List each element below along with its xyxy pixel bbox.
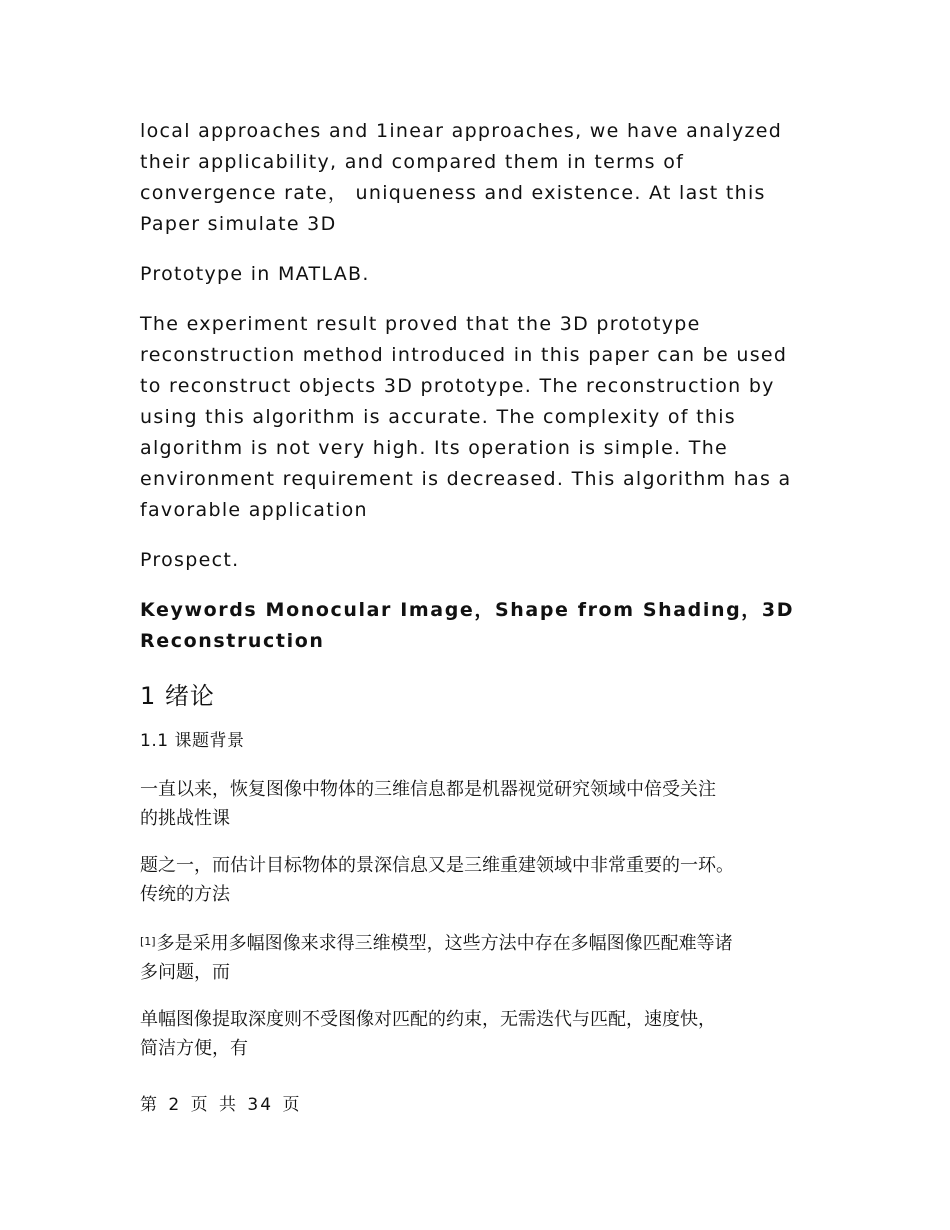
abstract-paragraph-2 (140, 259, 830, 290)
text-line: convergence rate， uniqueness and existence. At last this (140, 182, 766, 204)
keywords-line: Reconstruction (140, 630, 325, 652)
text-line (140, 927, 830, 958)
text-line: algorithm is not very high. Its operation is simple. The (140, 437, 729, 459)
text-line: using this algorithm is accurate. The complexity of this (140, 406, 737, 428)
abstract-paragraph-4 (140, 545, 830, 576)
document-page (140, 116, 830, 1081)
body-paragraph-3 (140, 927, 830, 987)
text-line: 简洁方便，有 (140, 1038, 248, 1059)
text-line: The experiment result proved that the 3D prototype (140, 313, 701, 335)
text-line: Paper simulate 3D (140, 213, 337, 235)
text-line-content: 多是采用多幅图像来求得三维模型，这些方法中存在多幅图像匹配难等诸 (156, 933, 733, 954)
text-line: environment requirement is decreased. This algorithm has a (140, 468, 792, 490)
text-line: their applicability, and compared them in terms of (140, 151, 685, 173)
text-line: 单幅图像提取深度则不受图像对匹配的约束，无需迭代与匹配，速度快， (140, 1009, 716, 1030)
text-line: Prototype in MATLAB. (140, 263, 370, 285)
subsection-heading: 1.1 课题背景 (140, 731, 245, 751)
text-line: 多问题，而 (140, 962, 230, 983)
text-line: 传统的方法 (140, 884, 230, 905)
text-line: 题之一，而估计目标物体的景深信息又是三维重建领域中非常重要的一环。 (140, 855, 734, 876)
abstract-paragraph-3 (140, 309, 830, 526)
text-line: 一直以来，恢复图像中物体的三维信息都是机器视觉研究领域中倍受关注 (140, 779, 716, 800)
abstract-paragraph-1 (140, 116, 830, 240)
citation-reference: [1] (140, 935, 156, 948)
page-number-footer: 第 2 页 共 34 页 (140, 1095, 302, 1115)
text-line: Prospect. (140, 549, 240, 571)
keywords-line: Keywords Monocular Image，Shape from Shading，3D (140, 599, 795, 621)
text-line: 的挑战性课 (140, 808, 230, 829)
body-paragraph-2 (140, 851, 830, 909)
body-paragraph-1 (140, 775, 830, 833)
text-line: local approaches and 1inear approaches, we have analyzed (140, 120, 783, 142)
keywords (140, 595, 830, 657)
text-line: favorable application (140, 499, 368, 521)
text-line: to reconstruct objects 3D prototype. The reconstruction by (140, 375, 775, 397)
text-line: reconstruction method introduced in this paper can be used (140, 344, 788, 366)
section-heading: 1 绪论 (140, 682, 215, 710)
body-paragraph-4 (140, 1005, 830, 1063)
